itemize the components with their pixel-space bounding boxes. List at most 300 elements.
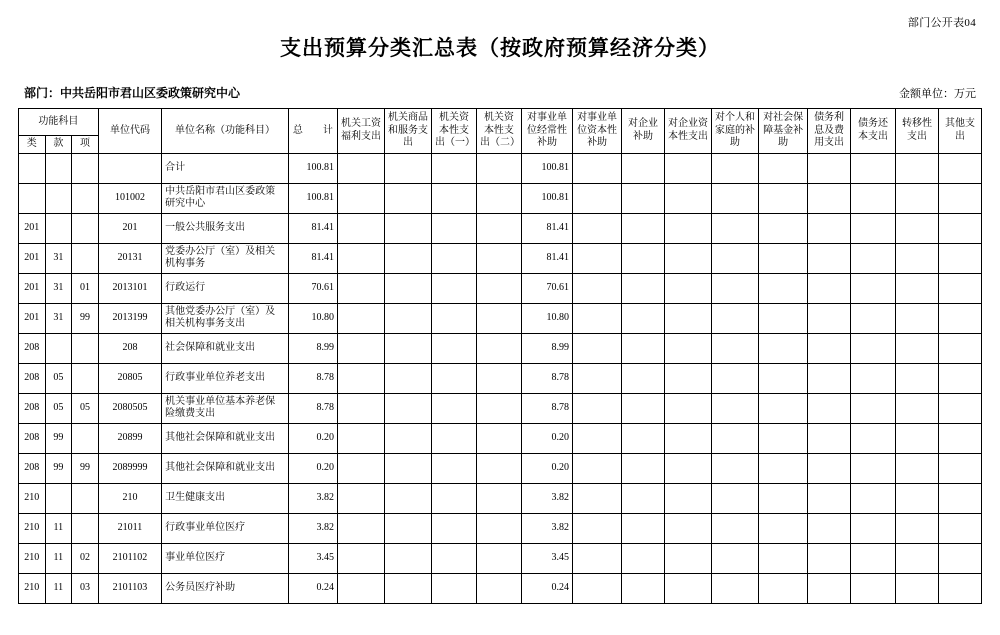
cell-total: 0.20	[288, 453, 337, 483]
cell-col-14	[938, 573, 981, 603]
cell-col-7	[622, 483, 665, 513]
cell-total: 100.81	[288, 183, 337, 213]
table-row	[19, 213, 982, 243]
cell-lei: 208	[19, 453, 46, 483]
cell-col-11	[808, 393, 851, 423]
cell-kuan	[45, 183, 72, 213]
cell-col-5: 81.41	[521, 243, 572, 273]
cell-xiang: 01	[72, 273, 99, 303]
cell-kuan: 11	[45, 573, 72, 603]
cell-col-6	[573, 363, 622, 393]
cell-kuan: 05	[45, 393, 72, 423]
cell-col-1	[337, 453, 384, 483]
cell-col-8	[665, 183, 712, 213]
cell-col-8	[665, 303, 712, 333]
cell-col-9	[712, 393, 759, 423]
cell-col-14	[938, 243, 981, 273]
cell-col-6	[573, 153, 622, 183]
cell-col-5: 0.24	[521, 573, 572, 603]
cell-col-4	[476, 303, 521, 333]
cell-col-11	[808, 303, 851, 333]
cell-col-10	[759, 513, 808, 543]
cell-col-13	[896, 513, 939, 543]
department-label: 部门：中共岳阳市君山区委政策研究中心	[24, 86, 241, 100]
cell-col-6	[573, 513, 622, 543]
cell-total: 0.24	[288, 573, 337, 603]
budget-table	[18, 108, 982, 604]
cell-col-12	[851, 363, 896, 393]
header-unit-name: 单位名称（功能科目）	[162, 109, 289, 154]
cell-col-11	[808, 273, 851, 303]
cell-col-12	[851, 303, 896, 333]
cell-col-13	[896, 333, 939, 363]
cell-xiang	[72, 483, 99, 513]
cell-col-12	[851, 573, 896, 603]
cell-col-14	[938, 153, 981, 183]
cell-col-14	[938, 303, 981, 333]
cell-col-13	[896, 183, 939, 213]
cell-col-9	[712, 333, 759, 363]
cell-total: 8.78	[288, 393, 337, 423]
cell-col-2	[384, 243, 431, 273]
cell-col-14	[938, 483, 981, 513]
cell-col-7	[622, 243, 665, 273]
cell-col-1	[337, 213, 384, 243]
header-xiang: 项	[72, 136, 99, 154]
cell-col-3	[431, 483, 476, 513]
cell-total: 3.45	[288, 543, 337, 573]
amount-unit-label: 金额单位：万元	[899, 88, 976, 100]
cell-col-4	[476, 483, 521, 513]
cell-total: 70.61	[288, 273, 337, 303]
cell-col-4	[476, 333, 521, 363]
cell-col-4	[476, 273, 521, 303]
cell-xiang: 99	[72, 453, 99, 483]
cell-col-1	[337, 333, 384, 363]
cell-col-11	[808, 183, 851, 213]
cell-col-5: 3.82	[521, 483, 572, 513]
cell-unit-code: 201	[98, 213, 161, 243]
header-col-8: 对企业资本性支出	[665, 109, 712, 154]
cell-col-6	[573, 573, 622, 603]
cell-xiang: 99	[72, 303, 99, 333]
cell-col-8	[665, 213, 712, 243]
cell-col-4	[476, 513, 521, 543]
cell-col-8	[665, 543, 712, 573]
cell-xiang	[72, 183, 99, 213]
cell-col-13	[896, 153, 939, 183]
cell-total: 10.80	[288, 303, 337, 333]
cell-col-10	[759, 333, 808, 363]
cell-kuan	[45, 483, 72, 513]
cell-unit-name: 其他社会保障和就业支出	[162, 423, 289, 453]
cell-col-7	[622, 423, 665, 453]
cell-col-2	[384, 393, 431, 423]
header-col-4: 机关资本性支出（二）	[476, 109, 521, 154]
cell-col-10	[759, 543, 808, 573]
cell-col-4	[476, 183, 521, 213]
cell-col-14	[938, 543, 981, 573]
cell-unit-name: 其他社会保障和就业支出	[162, 453, 289, 483]
cell-col-1	[337, 483, 384, 513]
cell-lei: 208	[19, 423, 46, 453]
cell-col-11	[808, 573, 851, 603]
cell-col-2	[384, 513, 431, 543]
cell-lei: 210	[19, 483, 46, 513]
cell-col-2	[384, 303, 431, 333]
cell-kuan	[45, 333, 72, 363]
cell-unit-name: 行政事业单位养老支出	[162, 363, 289, 393]
table-row	[19, 543, 982, 573]
cell-col-14	[938, 363, 981, 393]
cell-xiang: 03	[72, 573, 99, 603]
cell-col-1	[337, 363, 384, 393]
cell-col-2	[384, 273, 431, 303]
cell-col-12	[851, 513, 896, 543]
cell-col-7	[622, 363, 665, 393]
cell-unit-code: 2080505	[98, 393, 161, 423]
cell-col-1	[337, 243, 384, 273]
cell-kuan	[45, 153, 72, 183]
cell-total: 81.41	[288, 243, 337, 273]
cell-unit-name: 中共岳阳市君山区委政策研究中心	[162, 183, 289, 213]
cell-col-3	[431, 573, 476, 603]
cell-col-2	[384, 453, 431, 483]
cell-col-11	[808, 153, 851, 183]
cell-col-5: 8.99	[521, 333, 572, 363]
header-col-9: 对个人和家庭的补助	[712, 109, 759, 154]
cell-col-9	[712, 303, 759, 333]
cell-col-8	[665, 453, 712, 483]
cell-col-8	[665, 513, 712, 543]
cell-col-14	[938, 213, 981, 243]
cell-col-2	[384, 573, 431, 603]
cell-col-8	[665, 423, 712, 453]
cell-kuan: 31	[45, 273, 72, 303]
cell-unit-code: 20805	[98, 363, 161, 393]
cell-lei: 208	[19, 363, 46, 393]
cell-total: 8.78	[288, 363, 337, 393]
cell-col-4	[476, 573, 521, 603]
cell-col-14	[938, 453, 981, 483]
cell-col-1	[337, 513, 384, 543]
cell-col-3	[431, 543, 476, 573]
header-col-13: 转移性支出	[896, 109, 939, 154]
cell-col-8	[665, 573, 712, 603]
cell-kuan: 99	[45, 453, 72, 483]
cell-col-8	[665, 393, 712, 423]
cell-col-5: 0.20	[521, 453, 572, 483]
cell-col-3	[431, 453, 476, 483]
cell-col-7	[622, 303, 665, 333]
cell-unit-name: 事业单位医疗	[162, 543, 289, 573]
cell-col-7	[622, 273, 665, 303]
cell-lei: 201	[19, 213, 46, 243]
cell-col-14	[938, 423, 981, 453]
cell-col-5: 70.61	[521, 273, 572, 303]
cell-total: 81.41	[288, 213, 337, 243]
cell-unit-name: 社会保障和就业支出	[162, 333, 289, 363]
cell-col-11	[808, 453, 851, 483]
cell-col-13	[896, 453, 939, 483]
cell-col-4	[476, 423, 521, 453]
cell-total: 0.20	[288, 423, 337, 453]
cell-col-3	[431, 393, 476, 423]
cell-lei: 201	[19, 243, 46, 273]
cell-col-6	[573, 543, 622, 573]
cell-col-9	[712, 543, 759, 573]
cell-unit-code: 20131	[98, 243, 161, 273]
cell-unit-name: 行政运行	[162, 273, 289, 303]
cell-col-14	[938, 183, 981, 213]
cell-col-10	[759, 153, 808, 183]
cell-col-1	[337, 183, 384, 213]
cell-col-10	[759, 393, 808, 423]
cell-col-10	[759, 303, 808, 333]
cell-col-14	[938, 273, 981, 303]
cell-col-9	[712, 243, 759, 273]
cell-col-4	[476, 243, 521, 273]
page-title: 支出预算分类汇总表（按政府预算经济分类）	[280, 36, 720, 60]
cell-col-1	[337, 573, 384, 603]
cell-col-3	[431, 303, 476, 333]
cell-col-9	[712, 423, 759, 453]
cell-xiang	[72, 333, 99, 363]
cell-col-6	[573, 483, 622, 513]
cell-col-11	[808, 513, 851, 543]
header-col-5: 对事业单位经常性补助	[521, 109, 572, 154]
cell-unit-name: 卫生健康支出	[162, 483, 289, 513]
cell-col-3	[431, 333, 476, 363]
cell-col-7	[622, 183, 665, 213]
cell-kuan: 05	[45, 363, 72, 393]
cell-col-13	[896, 363, 939, 393]
cell-unit-code: 21011	[98, 513, 161, 543]
cell-col-9	[712, 213, 759, 243]
table-header	[19, 109, 982, 154]
cell-col-12	[851, 393, 896, 423]
cell-col-7	[622, 513, 665, 543]
cell-col-9	[712, 273, 759, 303]
table-row	[19, 423, 982, 453]
cell-unit-code: 2101102	[98, 543, 161, 573]
cell-total: 100.81	[288, 153, 337, 183]
header-col-12: 债务还本支出	[851, 109, 896, 154]
cell-total: 3.82	[288, 483, 337, 513]
cell-col-12	[851, 213, 896, 243]
cell-col-9	[712, 483, 759, 513]
cell-col-14	[938, 393, 981, 423]
cell-col-7	[622, 453, 665, 483]
meta-row	[18, 84, 982, 102]
cell-col-12	[851, 153, 896, 183]
cell-col-12	[851, 423, 896, 453]
cell-col-6	[573, 423, 622, 453]
header-unit-code: 单位代码	[98, 109, 161, 154]
cell-xiang	[72, 213, 99, 243]
cell-col-6	[573, 273, 622, 303]
cell-unit-name: 其他党委办公厅（室）及相关机构事务支出	[162, 303, 289, 333]
cell-col-8	[665, 363, 712, 393]
cell-col-11	[808, 423, 851, 453]
table-row	[19, 363, 982, 393]
cell-unit-name: 合计	[162, 153, 289, 183]
cell-kuan: 11	[45, 543, 72, 573]
table-row	[19, 393, 982, 423]
cell-col-13	[896, 543, 939, 573]
cell-col-12	[851, 333, 896, 363]
cell-lei	[19, 153, 46, 183]
cell-col-14	[938, 333, 981, 363]
cell-col-6	[573, 303, 622, 333]
cell-col-6	[573, 183, 622, 213]
table-row	[19, 273, 982, 303]
cell-unit-code: 20899	[98, 423, 161, 453]
cell-unit-code: 2013199	[98, 303, 161, 333]
cell-col-12	[851, 243, 896, 273]
cell-col-2	[384, 363, 431, 393]
cell-col-10	[759, 273, 808, 303]
cell-col-8	[665, 273, 712, 303]
table-row	[19, 153, 982, 183]
cell-col-4	[476, 543, 521, 573]
cell-xiang: 05	[72, 393, 99, 423]
cell-unit-name: 党委办公厅（室）及相关机构事务	[162, 243, 289, 273]
cell-col-3	[431, 423, 476, 453]
cell-col-1	[337, 273, 384, 303]
cell-col-7	[622, 573, 665, 603]
cell-col-4	[476, 153, 521, 183]
cell-col-13	[896, 483, 939, 513]
cell-col-10	[759, 213, 808, 243]
cell-col-12	[851, 483, 896, 513]
header-total: 总 计	[288, 109, 337, 154]
header-group-functional: 功能科目	[19, 109, 99, 136]
cell-col-5: 100.81	[521, 183, 572, 213]
cell-col-5: 10.80	[521, 303, 572, 333]
cell-total: 3.82	[288, 513, 337, 543]
cell-col-5: 8.78	[521, 363, 572, 393]
cell-col-8	[665, 243, 712, 273]
cell-col-12	[851, 273, 896, 303]
cell-col-5: 8.78	[521, 393, 572, 423]
cell-col-1	[337, 303, 384, 333]
cell-col-7	[622, 333, 665, 363]
cell-col-10	[759, 573, 808, 603]
cell-lei: 210	[19, 543, 46, 573]
cell-col-5: 0.20	[521, 423, 572, 453]
cell-col-3	[431, 363, 476, 393]
cell-unit-code: 208	[98, 333, 161, 363]
cell-col-2	[384, 213, 431, 243]
cell-unit-code	[98, 153, 161, 183]
cell-col-2	[384, 543, 431, 573]
table-row	[19, 303, 982, 333]
cell-lei: 210	[19, 573, 46, 603]
cell-col-6	[573, 333, 622, 363]
cell-col-4	[476, 213, 521, 243]
table-row	[19, 333, 982, 363]
cell-lei: 201	[19, 303, 46, 333]
cell-col-8	[665, 153, 712, 183]
cell-col-12	[851, 543, 896, 573]
cell-col-1	[337, 423, 384, 453]
cell-total: 8.99	[288, 333, 337, 363]
cell-col-2	[384, 183, 431, 213]
cell-col-1	[337, 543, 384, 573]
cell-col-6	[573, 213, 622, 243]
cell-col-10	[759, 183, 808, 213]
cell-unit-code: 2101103	[98, 573, 161, 603]
cell-col-3	[431, 513, 476, 543]
cell-col-2	[384, 333, 431, 363]
cell-col-3	[431, 243, 476, 273]
cell-xiang	[72, 423, 99, 453]
cell-col-5: 3.45	[521, 543, 572, 573]
cell-unit-name: 公务员医疗补助	[162, 573, 289, 603]
cell-col-9	[712, 183, 759, 213]
table-row	[19, 483, 982, 513]
cell-col-2	[384, 153, 431, 183]
cell-col-9	[712, 513, 759, 543]
cell-kuan: 31	[45, 303, 72, 333]
cell-col-8	[665, 333, 712, 363]
table-row	[19, 573, 982, 603]
header-col-2: 机关商品和服务支出	[384, 109, 431, 154]
cell-col-1	[337, 393, 384, 423]
cell-unit-name: 机关事业单位基本养老保险缴费支出	[162, 393, 289, 423]
cell-col-9	[712, 363, 759, 393]
cell-col-12	[851, 183, 896, 213]
cell-col-1	[337, 153, 384, 183]
cell-col-11	[808, 333, 851, 363]
cell-col-11	[808, 363, 851, 393]
header-col-1: 机关工资福利支出	[337, 109, 384, 154]
header-col-6: 对事业单位资本性补助	[573, 109, 622, 154]
cell-col-4	[476, 453, 521, 483]
cell-col-14	[938, 513, 981, 543]
cell-col-11	[808, 213, 851, 243]
cell-col-5: 3.82	[521, 513, 572, 543]
table-row	[19, 513, 982, 543]
cell-col-3	[431, 153, 476, 183]
cell-col-11	[808, 543, 851, 573]
cell-col-10	[759, 363, 808, 393]
cell-lei	[19, 183, 46, 213]
cell-col-4	[476, 363, 521, 393]
cell-unit-code: 2013101	[98, 273, 161, 303]
cell-col-13	[896, 273, 939, 303]
cell-col-7	[622, 393, 665, 423]
table-row	[19, 243, 982, 273]
cell-lei: 201	[19, 273, 46, 303]
cell-col-13	[896, 423, 939, 453]
cell-col-3	[431, 273, 476, 303]
cell-lei: 208	[19, 333, 46, 363]
cell-col-9	[712, 453, 759, 483]
cell-lei: 210	[19, 513, 46, 543]
cell-col-13	[896, 243, 939, 273]
cell-col-10	[759, 483, 808, 513]
cell-col-2	[384, 423, 431, 453]
cell-col-13	[896, 573, 939, 603]
cell-col-7	[622, 543, 665, 573]
cell-kuan: 99	[45, 423, 72, 453]
cell-kuan: 11	[45, 513, 72, 543]
table-body	[19, 153, 982, 603]
document-code: 部门公开表04	[907, 17, 976, 29]
cell-col-4	[476, 393, 521, 423]
